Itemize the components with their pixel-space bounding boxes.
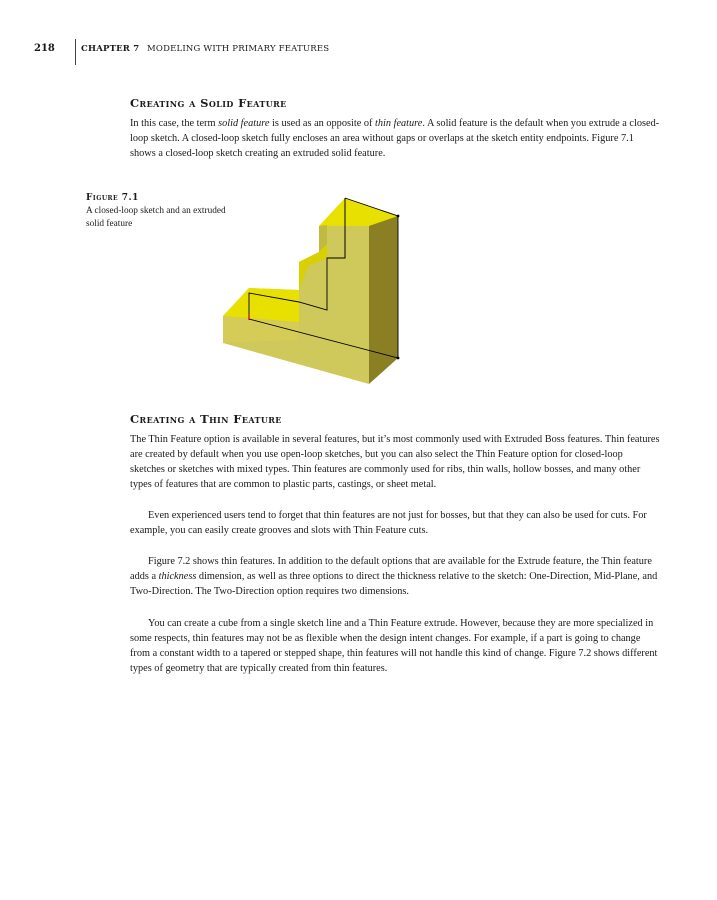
page-number: 218	[34, 43, 55, 54]
chapter-title: MODELING WITH PRIMARY FEATURES	[147, 44, 330, 54]
figure-extruded-solid-illustration	[215, 190, 415, 390]
text-run: In this case, the term	[130, 118, 219, 129]
section-heading-solid-feature: Creating a Solid Feature	[130, 96, 287, 110]
paragraph-thin-feature-2: Even experienced users tend to forget that thin features are not just for bosses, but that they can also be used for cuts. For example, you can easily create grooves and slots with Thin Feature cuts.	[130, 510, 647, 536]
header-divider	[75, 39, 76, 65]
figure-description: A closed-loop sketch and an extruded solid feature	[86, 206, 226, 229]
emphasis-thickness: thickness	[158, 571, 197, 582]
paragraph-thin-feature-4: You can create a cube from a single sketch line and a Thin Feature extrude. However, because they are more specialized in some respects, thin features may not be as flexible when the design intent changes. For example, if a part is going to change from a constant width to a tapered or stepped shape, thin features will not handle this kind of change. Figure 7.2 shows different types of geometry that are typically created from thin features.	[130, 618, 658, 674]
paragraph-thin-feature-3	[130, 554, 660, 599]
text-run: Figure 7.2 shows thin features. In addition to the default options that are available for the Extrude feature, the Thin feature adds a	[130, 556, 652, 582]
text-run: is used as an opposite of	[269, 118, 375, 129]
paragraph-solid-feature	[130, 116, 660, 161]
page-header	[0, 43, 717, 63]
section-heading-thin-feature: Creating a Thin Feature	[130, 412, 282, 426]
emphasis-thin-feature: thin feature	[375, 118, 423, 129]
emphasis-solid-feature: solid feature	[218, 118, 270, 129]
sketch-vertex	[397, 215, 400, 218]
text-run: dimension, as well as three options to direct the thickness relative to the sketch: One-Direction, Mid-Plane, and Two-Direction. The Two-Direction option requires two dimensions.	[130, 571, 658, 597]
figure-label: Figure 7.1	[86, 193, 139, 203]
sketch-vertex	[397, 357, 400, 360]
text-run: . A solid feature is the default when you extrude a closed-loop sketch. A closed-loop sketch fully encloses an area without gaps or overlaps at the sketch entity endpoints. Figure 7.1 shows a closed-loop sketch creating an extruded solid feature.	[130, 118, 660, 159]
stair-top-lower	[223, 288, 299, 322]
paragraph-thin-feature-1: The Thin Feature option is available in several features, but it’s most commonly used with Extruded Boss features. Thin features are created by default when you use open-loop sketches, but you can also select the Thin Feature option for closed-loop sketches or sketches with mixed types. Thin features are commonly used for ribs, thin walls, hollow bosses, and many other types of features that are common to plastic parts, castings, or sheet metal.	[130, 434, 660, 490]
chapter-label: CHAPTER 7	[81, 44, 140, 54]
stair-side-face	[369, 212, 398, 384]
figure-caption	[86, 193, 226, 231]
